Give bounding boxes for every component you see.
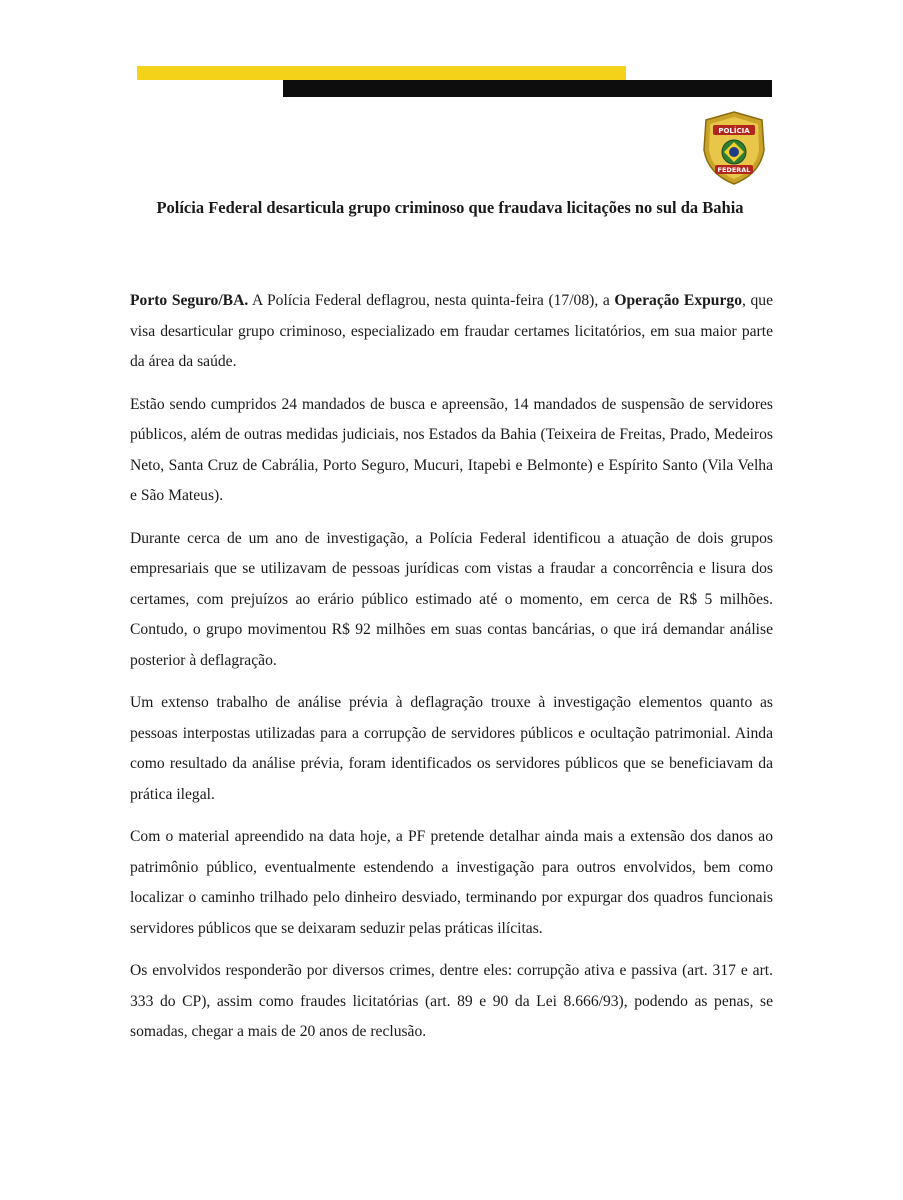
badge-text-bottom: FEDERAL bbox=[717, 166, 751, 174]
article-body bbox=[130, 286, 773, 1060]
paragraph-1-text-b: , que visa desarticular grupo criminoso, especializado em fraudar certames licitatórios, em sua maior parte da área da saúde. bbox=[130, 292, 774, 370]
header-stripe-black bbox=[283, 80, 772, 97]
paragraph-6: Os envolvidos responderão por diversos crimes, dentre eles: corrupção ativa e passiva (art. 317 e art. 333 do CP), assim como fraudes licitatórias (art. 89 e 90 da Lei 8.666/93), podendo as penas, se somadas, chegar a mais de 20 anos de reclusão. bbox=[130, 962, 773, 1040]
policia-federal-badge-icon bbox=[700, 110, 768, 186]
dateline: Porto Seguro/BA. bbox=[130, 292, 249, 309]
badge-text-top: POLÍCIA bbox=[718, 127, 750, 135]
paragraph-4: Um extenso trabalho de análise prévia à deflagração trouxe à investigação elementos quanto as pessoas interpostas utilizadas para a corrupção de servidores públicos e ocultação patrimonial. Ainda como resultado da análise prévia, foram identificados os servidores públicos que se beneficiavam da prática ilegal. bbox=[130, 694, 773, 803]
paragraph-1 bbox=[130, 286, 773, 378]
paragraph-5: Com o material apreendido na data hoje, a PF pretende detalhar ainda mais a extensão dos danos ao patrimônio público, eventualmente estendendo a investigação para outros envolvidos, bem como localizar o caminho trilhado pelo dinheiro desviado, terminando por expurgar dos quadros funcionais servidores públicos que se deixaram seduzir pelas práticas ilícitas. bbox=[130, 828, 773, 937]
header-stripe-yellow bbox=[137, 66, 626, 80]
paragraph-1-text-a: A Polícia Federal deflagrou, nesta quinta-feira (17/08), a bbox=[248, 292, 615, 309]
article-title: Polícia Federal desarticula grupo criminoso que fraudava licitações no sul da Bahia bbox=[156, 198, 744, 217]
operation-name: Operação Expurgo bbox=[614, 292, 742, 309]
paragraph-3: Durante cerca de um ano de investigação, a Polícia Federal identificou a atuação de dois grupos empresariais que se utilizavam de pessoas jurídicas com vistas a fraudar a concorrência e lisura dos certames, com prejuízos ao erário público estimado até o momento, em cerca de R$ 5 milhões. Contudo, o grupo movimentou R$ 92 milhões em suas contas bancárias, o que irá demandar análise posterior à deflagração. bbox=[130, 529, 773, 669]
paragraph-2: Estão sendo cumpridos 24 mandados de busca e apreensão, 14 mandados de suspensão de servidores públicos, além de outras medidas judiciais, nos Estados da Bahia (Teixeira de Freitas, Prado, Medeiros Neto, Santa Cruz de Cabrália, Porto Seguro, Mucuri, Itapebi e Belmonte) e Espírito Santo (Vila Velha e São Mateus). bbox=[130, 395, 773, 504]
